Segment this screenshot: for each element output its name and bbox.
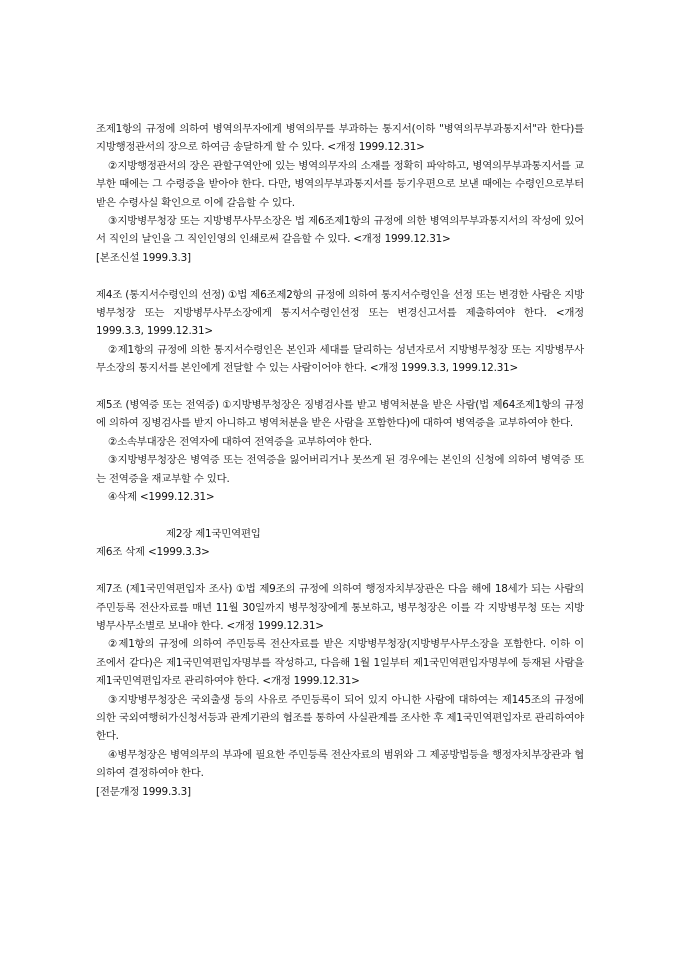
- paragraph-article7-2: ②제1항의 규정에 의하여 주민등록 전산자료를 받은 지방병무청장(지방병무사무소장을 포함한다. 이하 이 조에서 같다)은 제1국민역편입자명부를 작성하고, 다음해 1월 1일부터 제1국민역편입자명부에 등재된 사람을 제1국민역편입자로 관리하여야 한다. <개정 1999.12.31>: [96, 638, 584, 688]
- paragraph-article4-1: 제4조 (통지서수령인의 선정) ①법 제6조제2항의 규정에 의하여 통지서수령인을 선정 또는 변경한 사람은 지방병무청장 또는 지방병무사무소장에게 통지서수령인선정 또는 변경신고서를 제출하여야 한다. <개정 1999.3.3, 1999.12.31>: [96, 288, 584, 338]
- spacer: [96, 562, 584, 580]
- paragraph-article5-3: ③지방병무청장은 병역증 또는 전역증을 잃어버리거나 못쓰게 된 경우에는 본인의 신청에 의하여 병역증 또는 전역증을 재교부할 수 있다.: [96, 454, 584, 485]
- paragraph-article6: 제6조 삭제 <1999.3.3>: [96, 546, 210, 559]
- spacer: [96, 267, 584, 285]
- spacer: [96, 507, 584, 525]
- paragraph-article5-4: ④삭제 <1999.12.31>: [108, 491, 215, 504]
- paragraph-article5-2: ②소속부대장은 전역자에 대하여 전역증을 교부하여야 한다.: [108, 435, 372, 448]
- paragraph-article3-3: ③지방병무청장 또는 지방병무사무소장은 법 제6조제1항의 규정에 의한 병역의무부과통지서의 작성에 있어서 직인의 날인을 그 직인인영의 인쇄로써 갈음할 수 있다. <개정 1999.12.31>: [96, 215, 584, 246]
- paragraph-article3-1-cont: 조제1항의 규정에 의하여 병역의무자에게 병역의무를 부과하는 통지서(이하 "병역의무부과통지서"라 한다)를 지방행정관서의 장으로 하여금 송달하게 할 수 있다. <개정 1999.12.31>: [96, 123, 584, 154]
- paragraph-article5-1: 제5조 (병역증 또는 전역증) ①지방병무청장은 징병검사를 받고 병역처분을 받은 사람(법 제64조제1항의 규정에 의하여 징병검사를 받지 아니하고 병역처분을 받은 사람을 포함한다)에 대하여 병역증을 교부하여야 한다.: [96, 399, 584, 430]
- paragraph-article3-2: ②지방행정관서의 장은 관할구역안에 있는 병역의무자의 소재를 정확히 파악하고, 병역의무부과통지서를 교부한 때에는 그 수령증을 받아야 한다. 다만, 병역의무부과통지서를 등기우편으로 보낸 때에는 수령인으로부터 받은 수령사실 확인으로 이에 갈음할 수 있다.: [96, 159, 584, 209]
- paragraph-article4-2: ②제1항의 규정에 의한 통지서수령인은 본인과 세대를 달리하는 성년자로서 지방병무청장 또는 지방병무사무소장의 통지서를 본인에게 전달할 수 있는 사람이어야 한다. <개정 1999.3.3, 1999.12.31>: [96, 343, 584, 375]
- document-page: [96, 120, 584, 801]
- chapter-heading: 제2장 제1국민역편입: [166, 527, 261, 540]
- paragraph-article7-note: [전문개정 1999.3.3]: [96, 785, 191, 798]
- paragraph-article7-4: ④병무청장은 병역의무의 부과에 필요한 주민등록 전산자료의 범위와 그 제공방법등을 행정자치부장관과 협의하여 결정하여야 한다.: [96, 748, 584, 780]
- spacer: [96, 378, 584, 396]
- paragraph-article7-1: 제7조 (제1국민역편입자 조사) ①법 제9조의 규정에 의하여 행정자치부장관은 다음 해에 18세가 되는 사람의 주민등록 전산자료를 매년 11월 30일까지 병무청장에게 통보하고, 병무청장은 이를 각 지방병무청 또는 지방병무사무소별로 보내야 한다. <개정 1999.12.31>: [96, 583, 584, 632]
- paragraph-article3-note: [본조신설 1999.3.3]: [96, 251, 191, 264]
- paragraph-article7-3: ③지방병무청장은 국외출생 등의 사유로 주민등록이 되어 있지 아니한 사람에 대하여는 제145조의 규정에 의한 국외여행허가신청서등과 관계기관의 협조를 통하여 사실관계를 조사한 후 제1국민역편입자로 관리하여야 한다.: [96, 693, 584, 743]
